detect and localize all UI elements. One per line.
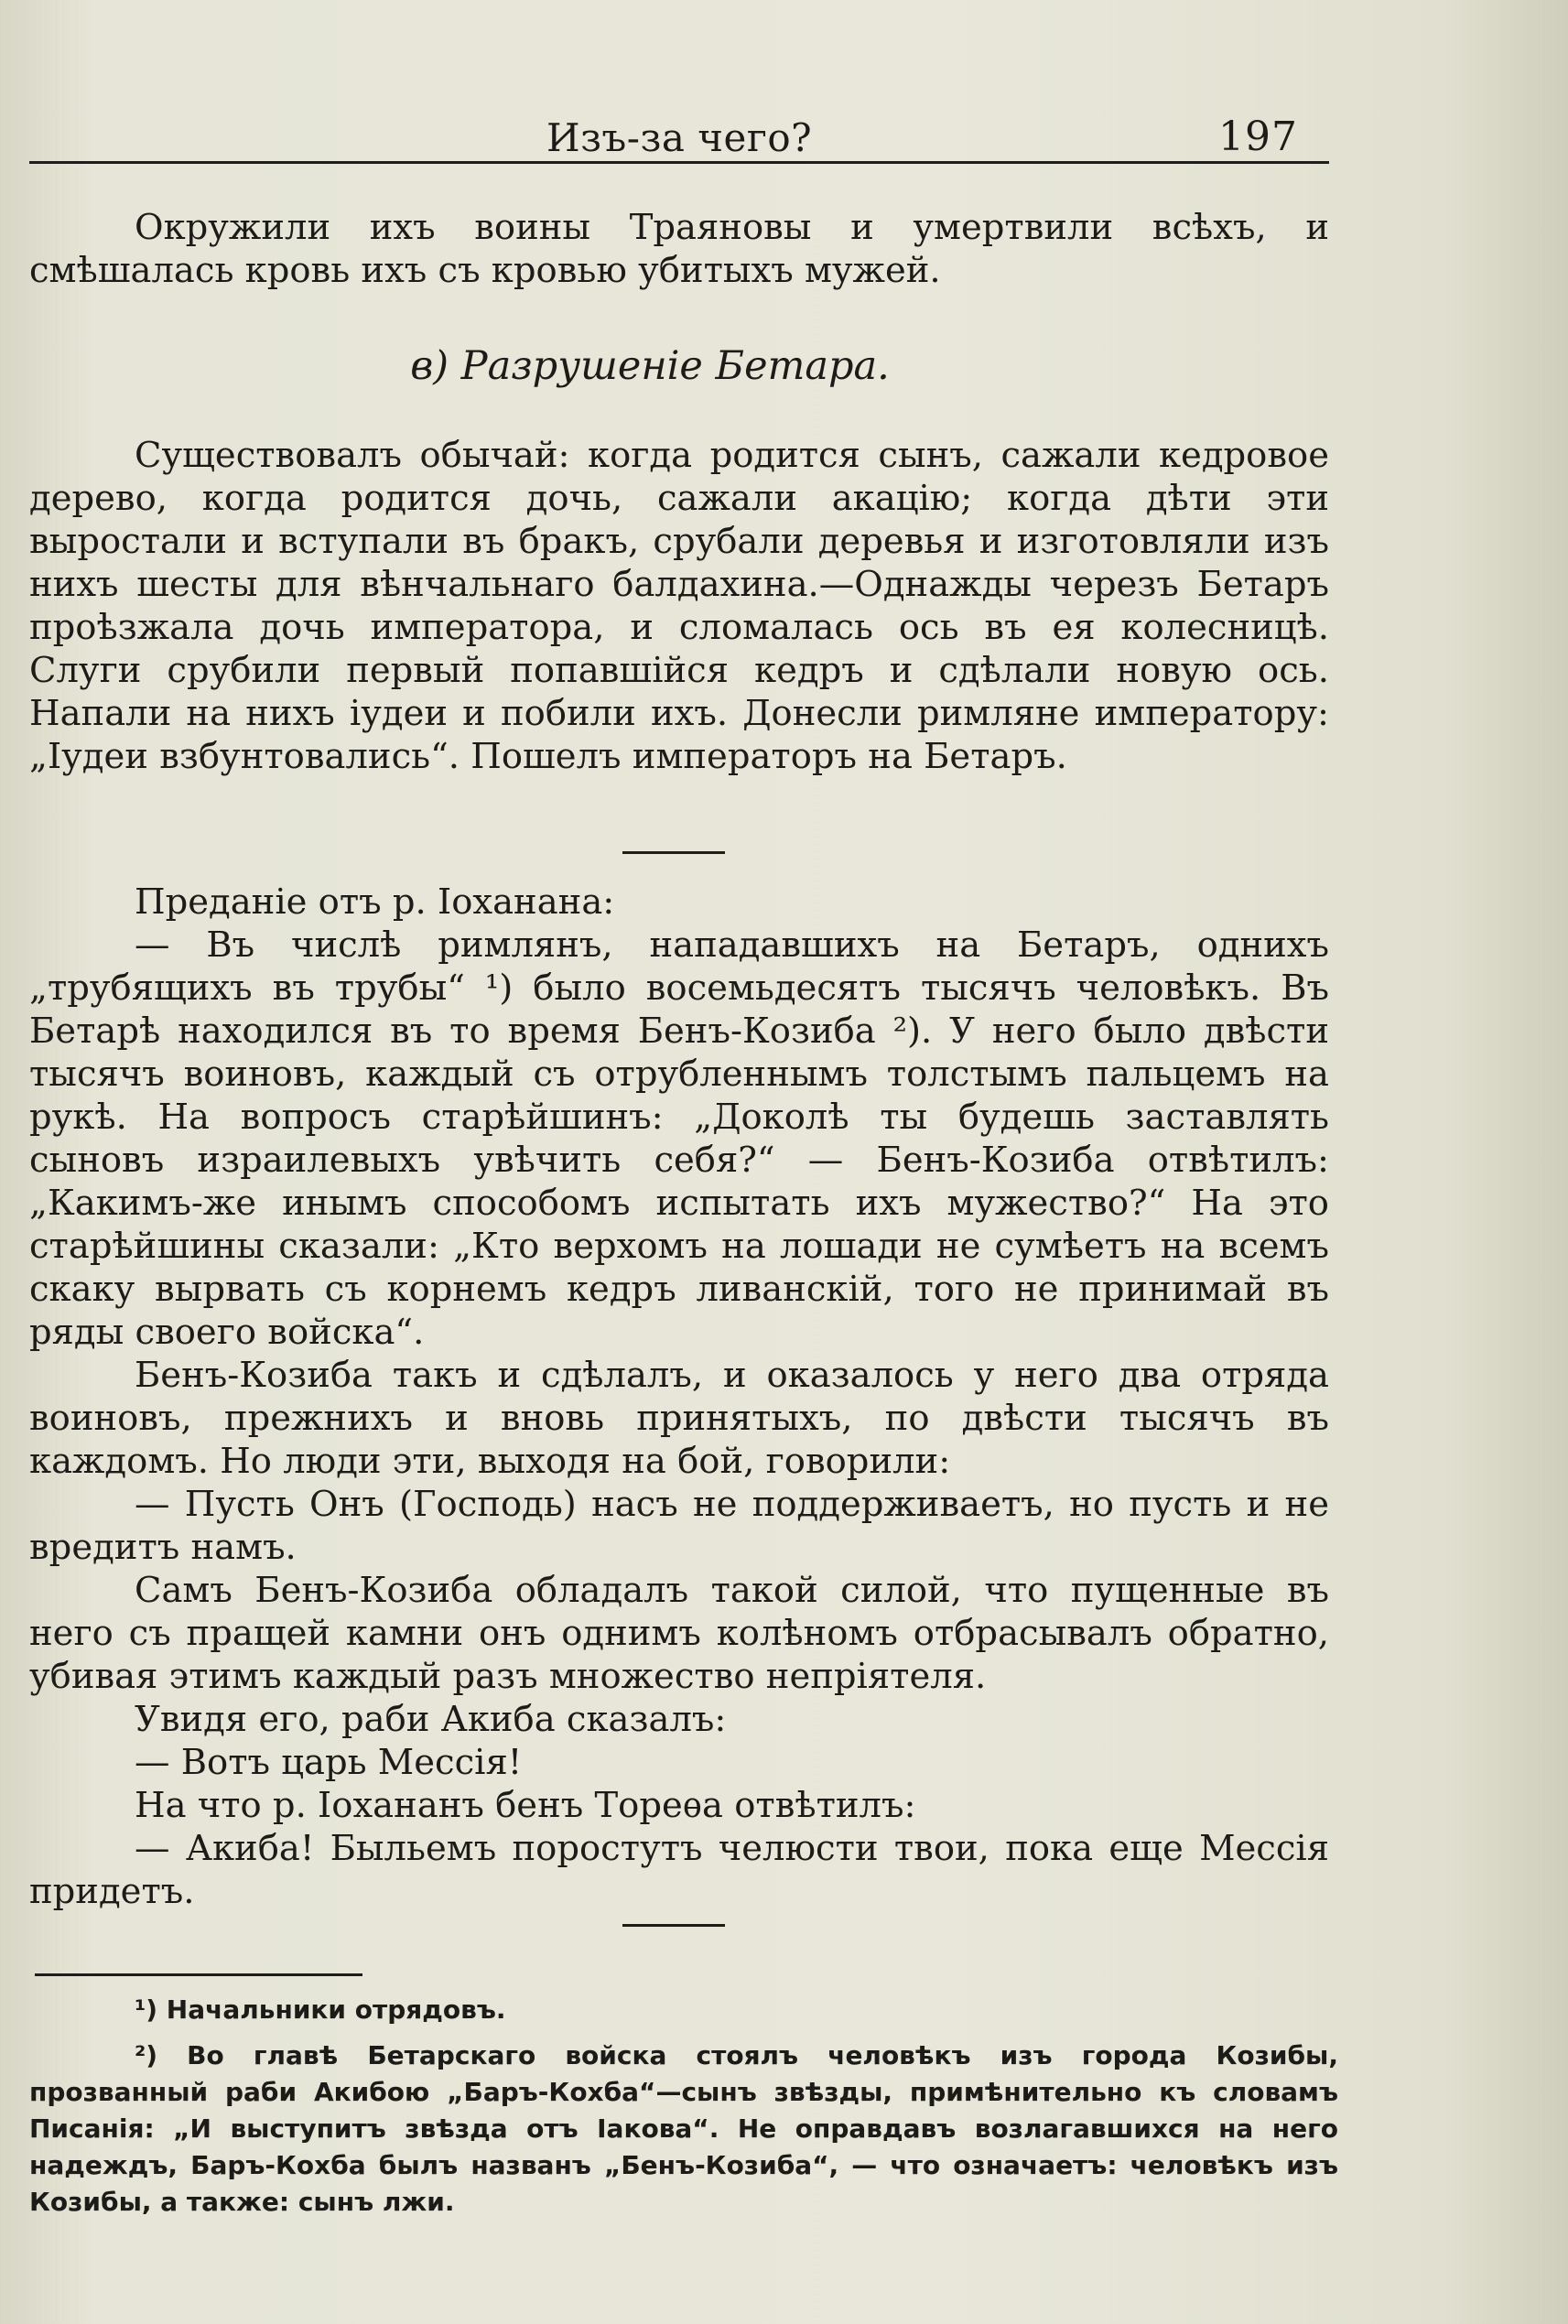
prayer-paragraph: — Пусть Онъ (Господь) насъ не поддерживаетъ, но пусть и не вредитъ намъ. xyxy=(29,1484,1329,1568)
footnote-1: ¹) Начальники отрядовъ. xyxy=(135,1994,506,2025)
end-separator xyxy=(622,1924,725,1927)
tradition-heading: Преданіе отъ р. Іоханана: xyxy=(135,881,615,923)
reply-intro-line: На что р. Іохананъ бенъ Тореѳа отвѣтилъ: xyxy=(135,1785,916,1826)
ben-koziba-paragraph: Бенъ-Козиба такъ и сдѣлалъ, и оказалось у него два отряда воиновъ, прежнихъ и вновь принятыхъ, по двѣсти тысячъ въ каждомъ. Но люди эти, выходя на бой, говорили: xyxy=(29,1355,1329,1482)
custom-paragraph: Существовалъ обычай: когда родится сынъ, сажали кедровое дерево, когда родится дочь, сажали акацію; когда дѣти эти выростали и вступали въ бракъ, срубали деревья и изготовляли изъ нихъ шесты для вѣнчальнаго балдахина.—Однажды черезъ Бетаръ проѣзжала дочь императора, и сломалась ось въ ея колесницѣ. Слуги срубили первый попавшійся кедръ и сдѣлали новую ось. Напали на нихъ іудеи и побили ихъ. Донесли римляне императору: „Іудеи взбунтовались“. Пошелъ императоръ на Бетаръ. xyxy=(29,435,1329,777)
tradition-paragraph: — Въ числѣ римлянъ, нападавшихъ на Бетаръ, однихъ „трубящихъ въ трубы“ ¹) было восемьдесятъ тысячъ человѣкъ. Въ Бетарѣ находился въ то время Бенъ-Козиба ²). У него было двѣсти тысячъ воиновъ, каждый съ отрубленнымъ толстымъ пальцемъ на рукѣ. На вопросъ старѣйшинъ: „Доколѣ ты будешь заставлять сыновъ израилевыхъ увѣчить себя?“ — Бенъ-Козиба отвѣтилъ: „Какимъ-же инымъ способомъ испытать ихъ мужество?“ На это старѣйшины сказали: „Кто верхомъ на лошади не сумѣетъ на всемъ скаку вырвать съ корнемъ кедръ ливанскій, того не принимай въ ряды своего войска“. xyxy=(29,924,1329,1353)
intro-paragraph: Окружили ихъ воины Траяновы и умертвили всѣхъ, и смѣшалась кровь ихъ съ кровью убитыхъ мужей. xyxy=(29,207,1329,291)
intro-block xyxy=(29,206,1329,292)
section-separator xyxy=(622,851,725,854)
section-title: в) Разрушеніе Бетара. xyxy=(410,343,890,389)
footnotes xyxy=(29,1992,1338,2221)
messiah-line: — Вотъ царь Мессія! xyxy=(135,1742,523,1783)
footnote-2: ²) Во главѣ Бетарскаго войска стоялъ человѣкъ изъ города Козибы, прозванный раби Акибою „Баръ-Кохба“—сынъ звѣзды, примѣнительно къ словамъ Писанія: „И выступитъ звѣзда отъ Іакова“. Не оправдавъ возлагавшихся на него надеждъ, Баръ-Кохба былъ названъ „Бенъ-Козиба“, — что означаетъ: человѣкъ изъ Козибы, а также: сынъ лжи. xyxy=(29,2040,1338,2217)
custom-block xyxy=(29,434,1329,778)
strength-paragraph: Самъ Бенъ-Козиба обладалъ такой силой, что пущенные въ него съ пращей камни онъ однимъ колѣномъ отбрасывалъ обратно, убивая этимъ каждый разъ множество непріятеля. xyxy=(29,1570,1329,1697)
page-header xyxy=(29,108,1329,164)
page-number: 197 xyxy=(1218,113,1298,160)
reply-paragraph: — Акиба! Быльемъ поростутъ челюсти твои, пока еще Мессія придетъ. xyxy=(29,1828,1329,1912)
running-title: Изъ-за чего? xyxy=(546,115,813,160)
akiba-saw-line: Увидя его, раби Акиба сказалъ: xyxy=(135,1699,727,1740)
tradition-block xyxy=(29,881,1329,1913)
footnote-rule xyxy=(35,1973,362,1976)
